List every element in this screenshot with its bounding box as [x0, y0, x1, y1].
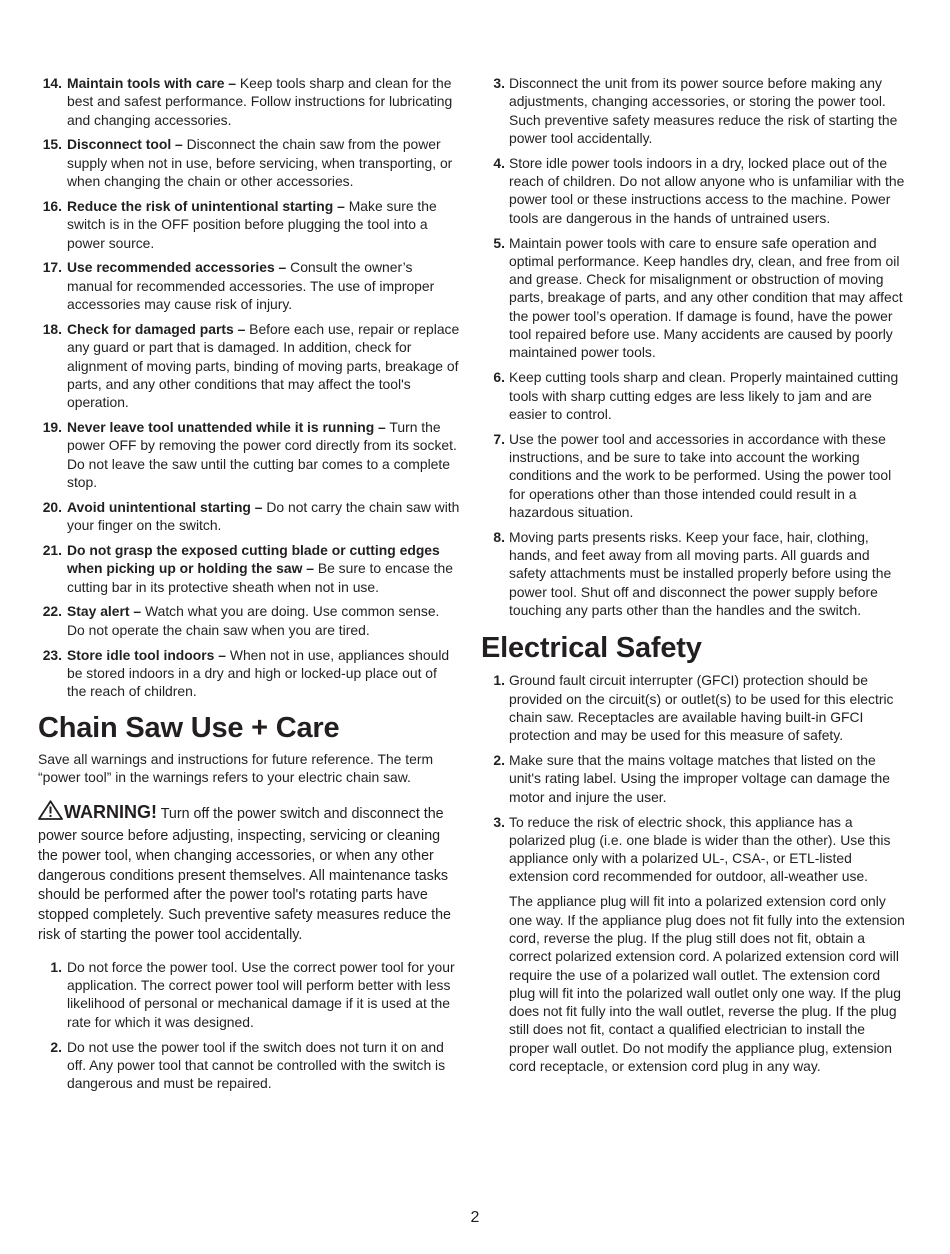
item-number: 21.: [42, 541, 62, 558]
item-body: Watch what you are doing. Use common sense. Do not operate the chain saw when you are tired.: [67, 603, 440, 638]
item-number: 1.: [493, 672, 505, 689]
item-body: Keep tools sharp and clean for the best and safest performance. Follow instructions for lubricating and changing accessories.: [67, 75, 453, 128]
left-column: [38, 74, 460, 1099]
list-item: [38, 498, 460, 535]
item-number: 8.: [493, 528, 505, 545]
list-item: [481, 671, 905, 744]
item-number: 22.: [42, 603, 62, 620]
list-item: [481, 234, 905, 362]
list-item: [481, 74, 905, 147]
warning-triangle-icon: [38, 800, 63, 827]
item-lead: Stay alert –: [67, 603, 142, 620]
item-number: 2.: [50, 1038, 62, 1055]
item-lead: Use recommended accessories –: [67, 259, 287, 276]
item-number: 23.: [42, 646, 62, 663]
list-item: [481, 751, 905, 806]
item-number: 2.: [493, 752, 505, 769]
item-number: 20.: [42, 498, 62, 515]
item-number: 3.: [493, 75, 505, 91]
electrical-heading: Electrical Safety: [481, 632, 702, 665]
list-item: [38, 646, 460, 701]
polarized-plug-paragraph: The appliance plug will fit into a polarized extension cord only one way. If the appliance plug does not fit fully into the extension cord, reverse the plug. If the plug still does not fit, obtain a correct polarized extension cord. A polarized extension cord will require the use of a polarized wall outlet. The extension cord plug will fit into the polarized wall outlet only one way. If the plug does not fit fully into the wall outlet, reverse the plug. If the plug still does not fit, contact a qualified electrician to install the proper wall outlet. Do not modify the appliance plug, extension cord receptacle, or extension cord plug in any way.: [509, 893, 905, 1074]
item-body: Make sure the switch is in the OFF position before plugging the tool into a power source.: [67, 197, 437, 251]
list-item: [38, 320, 460, 411]
item-body: Ground fault circuit interrupter (GFCI) protection should be provided on the circuit(s) or outlet(s) to be used for this electric chain saw. Receptacles are available having built-in GFCI protection and may be used for this measure of safety.: [509, 672, 894, 744]
item-body: Consult the owner’s manual for recommended accessories. The use of improper accessories may cause risk of injury.: [67, 259, 435, 313]
list-item: [38, 1038, 460, 1093]
right-column: [481, 74, 905, 1089]
list-item: [481, 430, 905, 521]
item-body: Before each use, repair or replace any guard or part that is damaged. In addition, check for alignment of moving parts, binding of moving parts, breakage of parts, and any other conditions that may affect the tool's operation.: [67, 320, 460, 411]
item-body: Disconnect the chain saw from the power supply when not in use, before servicing, when transporting, or when changing the chain or other accessories.: [67, 136, 453, 190]
page-number: 2: [470, 1209, 480, 1226]
item-lead: Reduce the risk of unintentional starting –: [67, 197, 345, 214]
item-lead: Maintain tools with care –: [67, 75, 237, 91]
item-body: Moving parts presents risks. Keep your face, hair, clothing, hands, and feet away from all moving parts. All guards and safety attachments must be installed properly before using the power tool. Shut off and disconnect the power supply before touching any parts other than the handles and the switch.: [509, 528, 892, 618]
list-item: [38, 197, 460, 252]
item-body: Store idle power tools indoors in a dry, locked place out of the reach of children. Do not allow anyone who is unfamiliar with the power tool or these instructions access to the machine. Power tools are dangerous in the hands of untrained users.: [509, 154, 905, 226]
item-lead: Store idle tool indoors –: [67, 646, 226, 663]
item-body: Do not carry the chain saw with your finger on the switch.: [67, 498, 460, 534]
item-number: 17.: [42, 259, 62, 276]
item-number: 3.: [493, 813, 505, 830]
list-item: [38, 602, 460, 639]
item-body: Use the power tool and accessories in accordance with these instructions, and be sure to take into account the working conditions and the work to be performed. Using the power tool for operations other than those intended could result in a hazardous situation.: [509, 430, 892, 520]
list-item: [38, 958, 460, 1031]
item-body: When not in use, appliances should be stored indoors in a dry and high or locked-up place out of the reach of children.: [67, 646, 450, 700]
item-number: 14.: [42, 75, 62, 91]
item-body: Make sure that the mains voltage matches that listed on the unit's rating label. Using the improper voltage can damage the motor and injure the user.: [509, 752, 891, 805]
list-item: [481, 813, 905, 886]
item-body: Do not use the power tool if the switch does not turn it on and off. Any power tool that cannot be controlled with the switch is dangerous and must be repaired.: [67, 1038, 446, 1092]
item-number: 19.: [42, 419, 62, 436]
item-number: 18.: [42, 320, 62, 337]
item-number: 16.: [42, 197, 62, 214]
item-body: Maintain power tools with care to ensure safe operation and optimal performance. Keep handles dry, clean, and free from oil and grease. Check for misalignment or obstruction of moving parts, breakage of parts, and any other condition that may affect the power tool’s operation. If damage is found, have the power tool repaired before use. Many accidents are caused by poorly maintained power tools.: [509, 234, 903, 361]
warning-block: [38, 800, 460, 946]
item-body: Keep cutting tools sharp and clean. Properly maintained cutting tools with sharp cutting edges are less likely to jam and are easier to control.: [509, 369, 899, 422]
item-number: 6.: [493, 369, 505, 386]
item-body: Disconnect the unit from its power source before making any adjustments, changing accessories, or storing the power tool. Such preventive safety measures reduce the risk of starting the power tool accidentally.: [509, 75, 898, 146]
list-item: [38, 258, 460, 313]
item-number: 5.: [493, 234, 505, 251]
item-lead: Disconnect tool –: [67, 136, 183, 153]
item-body: To reduce the risk of electric shock, this appliance has a polarized plug (i.e. one blade is wider than the other). Use this appliance only with a polarized UL-, CSA-, or ETL-listed extension cord recommended for outdoor, all-weather use.: [509, 813, 891, 885]
list-item: [481, 154, 905, 227]
warning-label: WARNING!: [64, 802, 157, 823]
list-item: [38, 135, 460, 190]
item-lead: Avoid unintentional starting –: [67, 498, 263, 515]
list-item: [38, 541, 460, 596]
item-lead: Never leave tool unattended while it is running –: [67, 419, 386, 436]
list-item: [38, 418, 460, 491]
chain-saw-heading: Chain Saw Use + Care: [38, 711, 340, 744]
item-body: Be sure to encase the cutting bar in its protective sheath when not in use.: [67, 560, 453, 595]
item-number: 4.: [493, 154, 505, 171]
item-lead: Do not grasp the exposed cutting blade or cutting edges when picking up or holding the saw –: [67, 541, 440, 577]
chain-saw-intro: Save all warnings and instructions for future reference. The term “power tool” in the warnings refers to your electric chain saw.: [38, 750, 434, 785]
item-number: 15.: [42, 136, 62, 153]
item-body: Do not force the power tool. Use the correct power tool for your application. The correct power tool will perform better with less likelihood of personal or mechanical damage if it is used at the rate for which it was designed.: [67, 958, 455, 1030]
warning-text: Turn off the power switch and disconnect the power source before adjusting, inspecting, servicing or cleaning the power tool, when changing accessories, or when any other dangerous conditions present themselves. All maintenance tasks should be performed after the power tool's rotating parts have stopped completely. Such preventive safety measures reduce the risk of starting the power tool accidentally.: [38, 806, 451, 943]
item-number: 7.: [493, 430, 505, 447]
item-body: Turn the power OFF by removing the power cord directly from its socket. Do not leave the saw until the cutting bar comes to a complete stop.: [67, 419, 457, 490]
item-lead: Check for damaged parts –: [67, 320, 246, 337]
list-item: [481, 528, 905, 619]
list-item: [38, 74, 460, 129]
item-number: 1.: [50, 958, 62, 975]
list-item: [481, 368, 905, 423]
